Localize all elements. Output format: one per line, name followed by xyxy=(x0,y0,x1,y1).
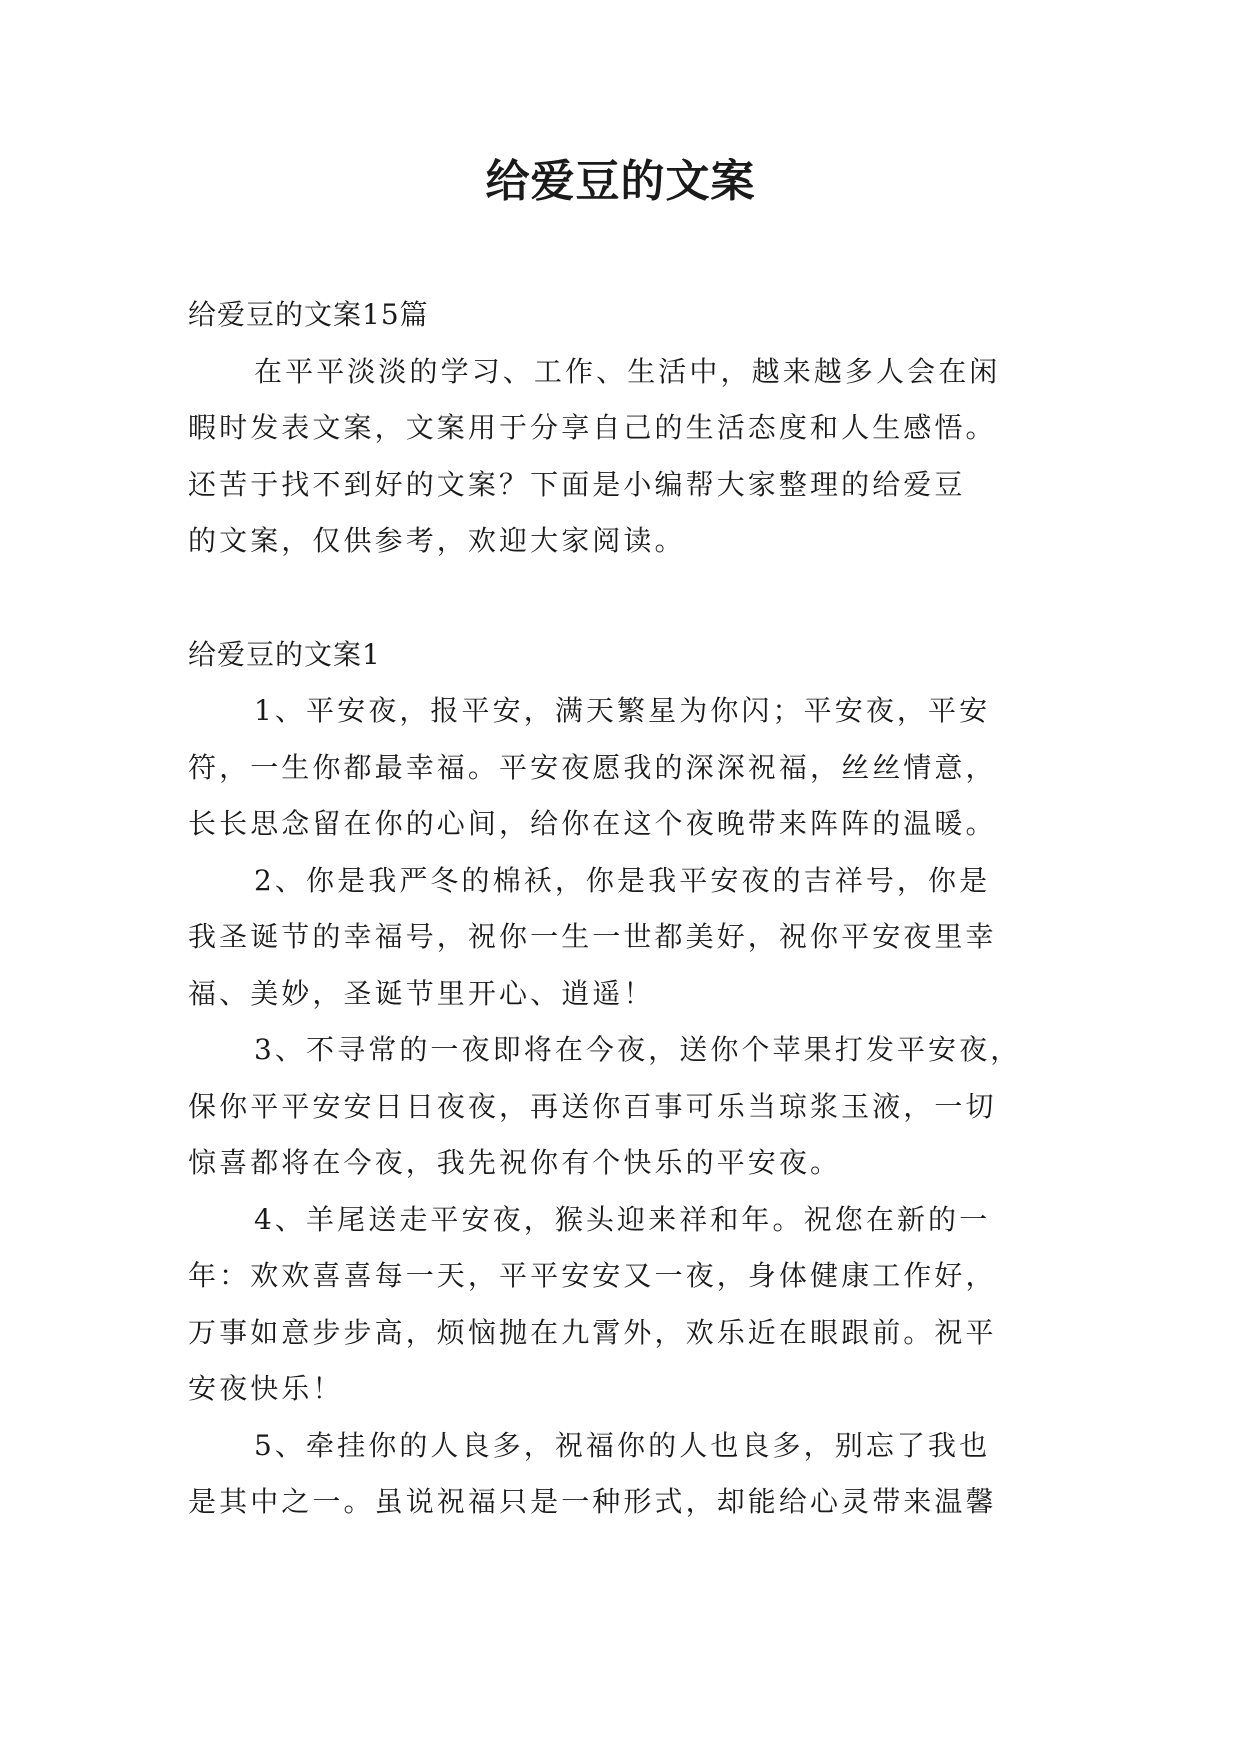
item-line: 年：欢欢喜喜每一天，平平安安又一夜，身体健康工作好， xyxy=(188,1259,997,1292)
item-line: 是其中之一。虽说祝福只是一种形式，却能给心灵带来温馨 xyxy=(188,1485,997,1518)
list-item-1 xyxy=(188,683,1048,853)
item-line: 4、羊尾送走平安夜，猴头迎来祥和年。祝您在新的一 xyxy=(254,1202,991,1236)
intro-line: 暇时发表文案，文案用于分享自己的生活态度和人生感悟。 xyxy=(188,411,997,444)
list-item-5 xyxy=(188,1418,1048,1531)
intro-paragraph xyxy=(188,344,1048,570)
section-heading: 给爱豆的文案1 xyxy=(188,637,381,671)
item-line: 我圣诞节的幸福号，祝你一生一世都美好，祝你平安夜里幸 xyxy=(188,920,997,953)
section-spacer xyxy=(188,570,1048,627)
item-line: 5、牵挂你的人良多，祝福你的人也良多，别忘了我也 xyxy=(254,1428,991,1462)
document-body xyxy=(188,287,1048,1531)
item-line: 1、平安夜，报平安，满天繁星为你闪；平安夜，平安 xyxy=(254,694,991,727)
item-line: 万事如意步步高，烦恼抛在九霄外，欢乐近在眼跟前。祝平 xyxy=(188,1315,997,1349)
document-subtitle: 给爱豆的文案15篇 xyxy=(188,298,429,331)
item-line: 长长思念留在你的心间，给你在这个夜晚带来阵阵的温暖。 xyxy=(188,807,997,840)
item-line: 安夜快乐！ xyxy=(188,1372,344,1405)
item-line: 惊喜都将在今夜，我先祝你有个快乐的平安夜。 xyxy=(188,1146,842,1179)
item-line: 2、你是我严冬的棉袄，你是我平安夜的吉祥号，你是 xyxy=(254,863,991,897)
item-line: 符，一生你都最幸福。平安夜愿我的深深祝福，丝丝情意， xyxy=(188,750,997,784)
intro-line: 还苦于找不到好的文案？下面是小编帮大家整理的给爱豆 xyxy=(188,467,966,501)
intro-line: 的文案，仅供参考，欢迎大家阅读。 xyxy=(188,524,686,557)
list-item-3 xyxy=(188,1022,1048,1192)
intro-line: 在平平淡淡的学习、工作、生活中，越来越多人会在闲 xyxy=(254,354,1001,388)
item-line: 福、美妙，圣诞节里开心、逍遥！ xyxy=(188,976,655,1010)
item-line: 保你平平安安日日夜夜，再送你百事可乐当琼浆玉液，一切 xyxy=(188,1089,997,1123)
item-line: 3、不寻常的一夜即将在今夜，送你个苹果打发平安夜， xyxy=(254,1033,1022,1066)
list-item-2 xyxy=(188,853,1048,1023)
list-item-4 xyxy=(188,1192,1048,1418)
document-title: 给爱豆的文案 xyxy=(485,156,756,207)
